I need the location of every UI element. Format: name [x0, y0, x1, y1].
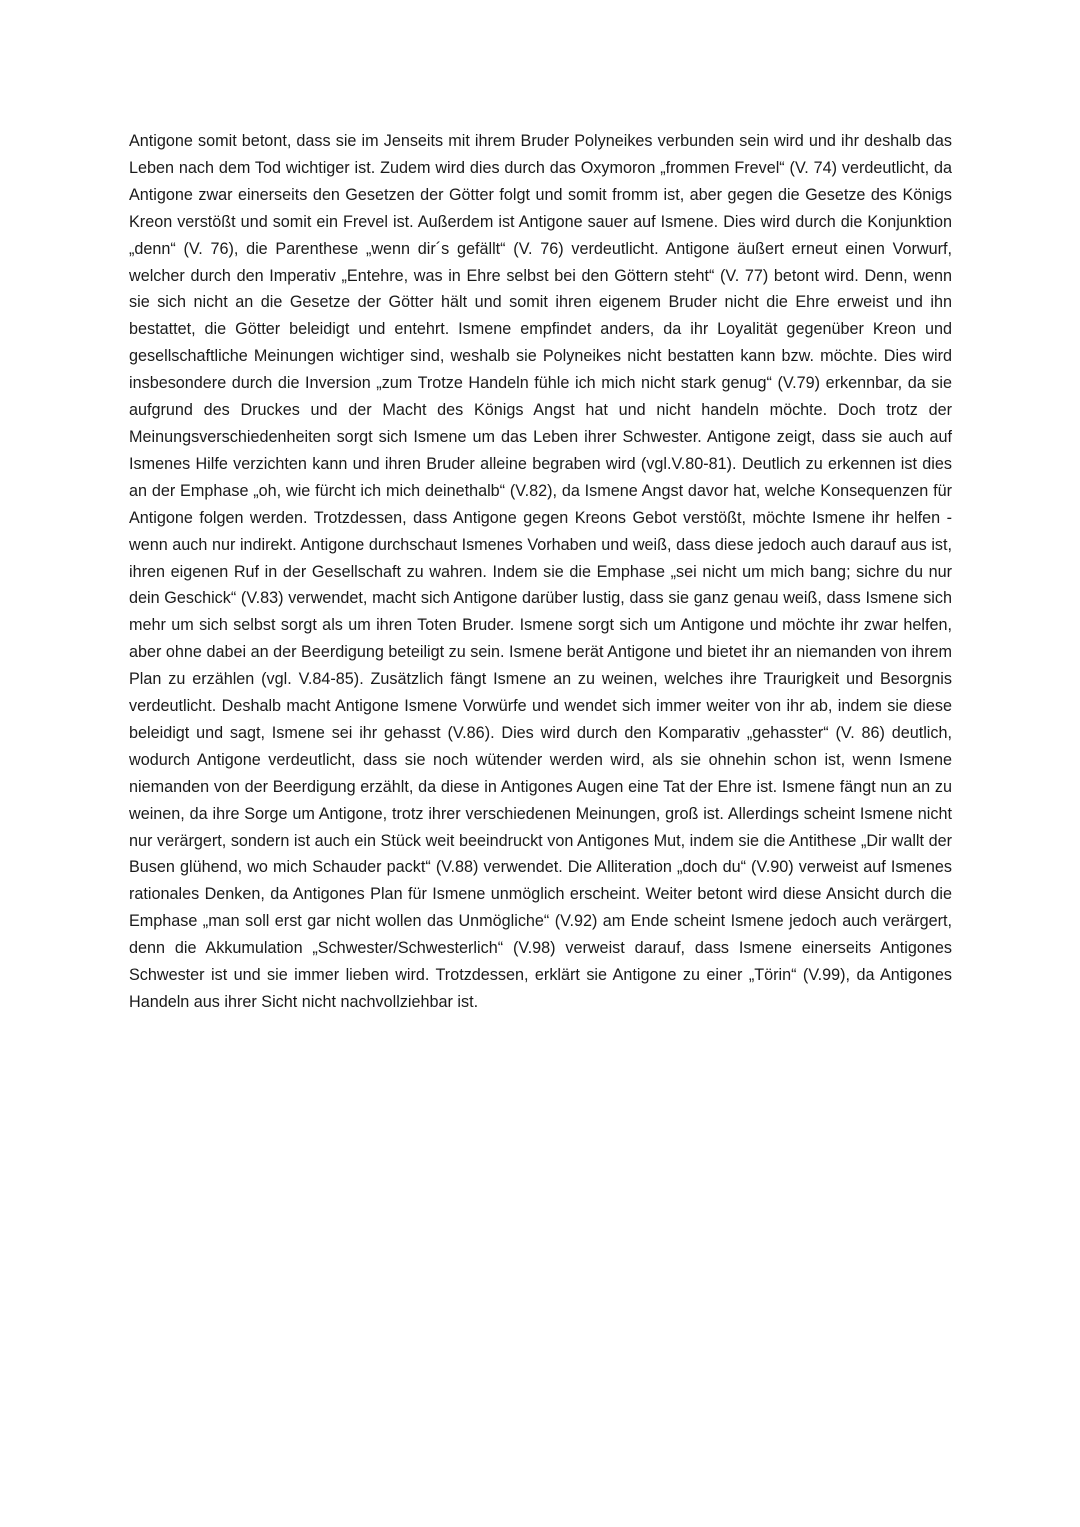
body-paragraph: Antigone somit betont, dass sie im Jenseits mit ihrem Bruder Polyneikes verbunden sein wird und ihr deshalb das Leben nach dem Tod wichtiger ist. Zudem wird dies durch das Oxymoron „frommen Frevel“ (V. 74) verdeutlicht, da Antigone zwar einerseits den Gesetzen der Götter folgt und somit fromm ist, aber gegen die Gesetze des Königs Kreon verstößt und somit ein Frevel ist. Außerdem ist Antigone sauer auf Ismene. Dies wird durch die Konjunktion „denn“ (V. 76), die Parenthese „wenn dir´s gefällt“ (V. 76) verdeutlicht. Antigone äußert erneut einen Vorwurf, welcher durch den Imperativ „Entehre, was in Ehre selbst bei den Göttern steht“ (V. 77) betont wird. Denn, wenn sie sich nicht an die Gesetze der Götter hält und somit ihren eigenem Bruder nicht die Ehre erweist und ihn bestattet, die Götter beleidigt und entehrt. Ismene empfindet anders, da ihr Loyalität gegenüber Kreon und gesellschaftliche Meinungen wichtiger sind, weshalb sie Polyneikes nicht bestatten kann bzw. möchte. Dies wird insbesondere durch die Inversion „zum Trotze Handeln fühle ich mich nicht stark genug“ (V.79) erkennbar, da sie aufgrund des Druckes und der Macht des Königs Angst hat und nicht handeln möchte. Doch trotz der Meinungsverschiedenheiten sorgt sich Ismene um das Leben ihrer Schwester. Antigone zeigt, dass sie auch auf Ismenes Hilfe verzichten kann und ihren Bruder alleine begraben wird (vgl.V.80-81). Deutlich zu erkennen ist dies an der Emphase „oh, wie fürcht ich mich deinethalb“ (V.82), da Ismene Angst davor hat, welche Konsequenzen für Antigone folgen werden. Trotzdessen, dass Antigone gegen Kreons Gebot verstößt, möchte Ismene ihr helfen - wenn auch nur indirekt. Antigone durchschaut Ismenes Vorhaben und weiß, dass diese jedoch auch darauf aus ist, ihren eigenen Ruf in der Gesellschaft zu wahren. Indem sie die Emphase „sei nicht um mich bang; sichre du nur dein Geschick“ (V.83) verwendet, macht sich Antigone darüber lustig, dass sie ganz genau weiß, dass Ismene sich mehr um sich selbst sorgt als um ihren Toten Bruder. Ismene sorgt sich um Antigone und möchte ihr zwar helfen, aber ohne dabei an der Beerdigung beteiligt zu sein. Ismene berät Antigone und bietet ihr an niemanden von ihrem Plan zu erzählen (vgl. V.84-85). Zusätzlich fängt Ismene an zu weinen, welches ihre Traurigkeit und Besorgnis verdeutlicht. Deshalb macht Antigone Ismene Vorwürfe und wendet sich immer weiter von ihr ab, indem sie diese beleidigt und sagt, Ismene sei ihr gehasst (V.86). Dies wird durch den Komparativ „gehasster“ (V. 86) deutlich, wodurch Antigone verdeutlicht, dass sie noch wütender werden wird, als sie ohnehin schon ist, wenn Ismene niemanden von der Beerdigung erzählt, da diese in Antigones Augen eine Tat der Ehre ist. Ismene fängt nun an zu weinen, da ihre Sorge um Antigone, trotz ihrer verschiedenen Meinungen, groß ist. Allerdings scheint Ismene nicht nur verärgert, sondern ist auch ein Stück weit beeindruckt von Antigones Mut, indem sie die Antithese „Dir wallt der Busen glühend, wo mich Schauder packt“ (V.88) verwendet. Die Alliteration „doch du“ (V.90) verweist auf Ismenes rationales Denken, da Antigones Plan für Ismene unmöglich erscheint. Weiter betont wird diese Ansicht durch die Emphase „man soll erst gar nicht wollen das Unmögliche“ (V.92) am Ende scheint Ismene jedoch auch verärgert, denn die Akkumulation „Schwester/Schwesterlich“ (V.98) verweist darauf, dass Ismene einerseits Antigones Schwester ist und sie immer lieben wird. Trotzdessen, erklärt sie Antigone zu einer „Törin“ (V.99), da Antigones Handeln aus ihrer Sicht nicht nachvollziehbar ist. [129, 132, 952, 1011]
